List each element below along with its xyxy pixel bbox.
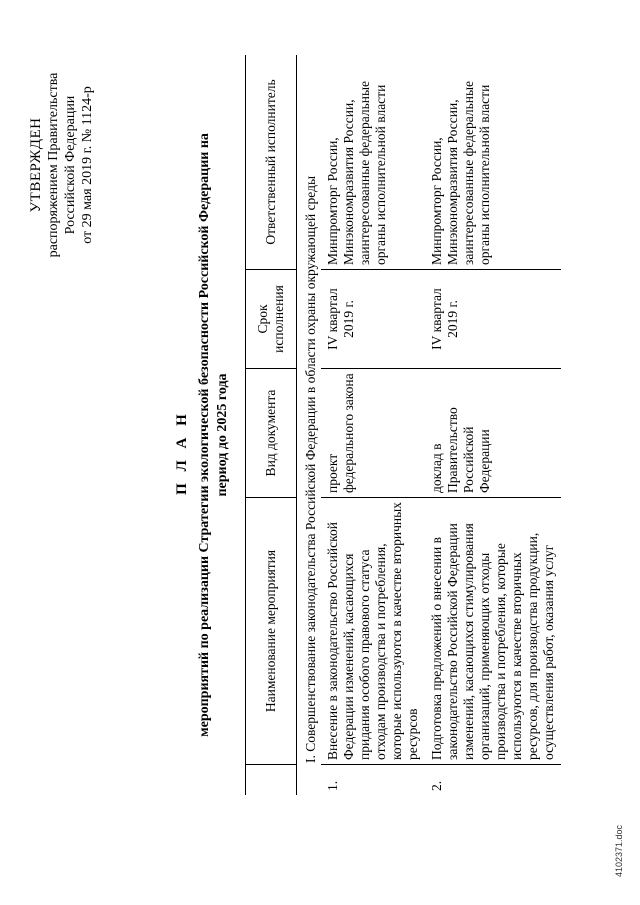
row-type: проект федерального закона [321, 369, 425, 498]
table-row [321, 55, 425, 795]
header-type: Вид документа [246, 369, 297, 498]
header-num [246, 765, 297, 796]
approval-stamp [28, 35, 96, 295]
section-title [297, 55, 322, 795]
table-header-row [246, 55, 297, 795]
header-name: Наименование мероприятия [246, 498, 297, 765]
row-name: Внесение в законодательство Российской Федерации изменений, касающихся придания особого правового статуса отходам производства и потребления, которые используются в качестве вторичных ресурсов [321, 498, 425, 765]
table-row [425, 55, 561, 795]
row-term: IV квартал 2019 г. [321, 270, 425, 369]
header-executor: Ответственный исполнитель [246, 55, 297, 270]
row-term: IV квартал 2019 г. [425, 270, 561, 369]
plan-title: П Л А Н [174, 410, 190, 495]
row-name: Подготовка предложений о внесении в законодательство Российской Федерации изменений, касающихся стимулирования организаций, применяющих отходы производства и потребления, которые используются в качестве вторичных ресурсов, для производства продукции, осуществления работ, оказания услуг [425, 498, 561, 765]
approval-line-3: от 29 мая 2019 г. № 1124-р [80, 86, 95, 244]
plan-subtitle: мероприятий по реализации Стратегии экологической безопасности Российской Федерации на период до 2025 года [197, 133, 230, 737]
approval-line-2: Российской Федерации [63, 95, 78, 235]
document-reference: 4102371.doc [614, 824, 624, 877]
plan-table [245, 55, 561, 795]
section-title-text: I. Совершенствование законодательства Российской Федерации в области охраны окружающей среды [303, 175, 318, 763]
row-num: 2. [429, 780, 444, 791]
row-executor: Минпромторг России, Минэкономразвития России, заинтересованные федеральные органы исполнительной власти [321, 55, 425, 270]
row-num: 1. [325, 780, 340, 791]
header-term: Срок исполнения [246, 270, 297, 369]
row-executor: Минпромторг России, Минэкономразвития России, заинтересованные федеральные органы исполнительной власти [425, 55, 561, 270]
approval-line-1: распоряжением Правительства [46, 72, 61, 258]
section-row [297, 55, 322, 795]
approval-title: УТВЕРЖДЕН [28, 117, 44, 213]
row-type: доклад в Правительство Российской Федерации [425, 369, 561, 498]
